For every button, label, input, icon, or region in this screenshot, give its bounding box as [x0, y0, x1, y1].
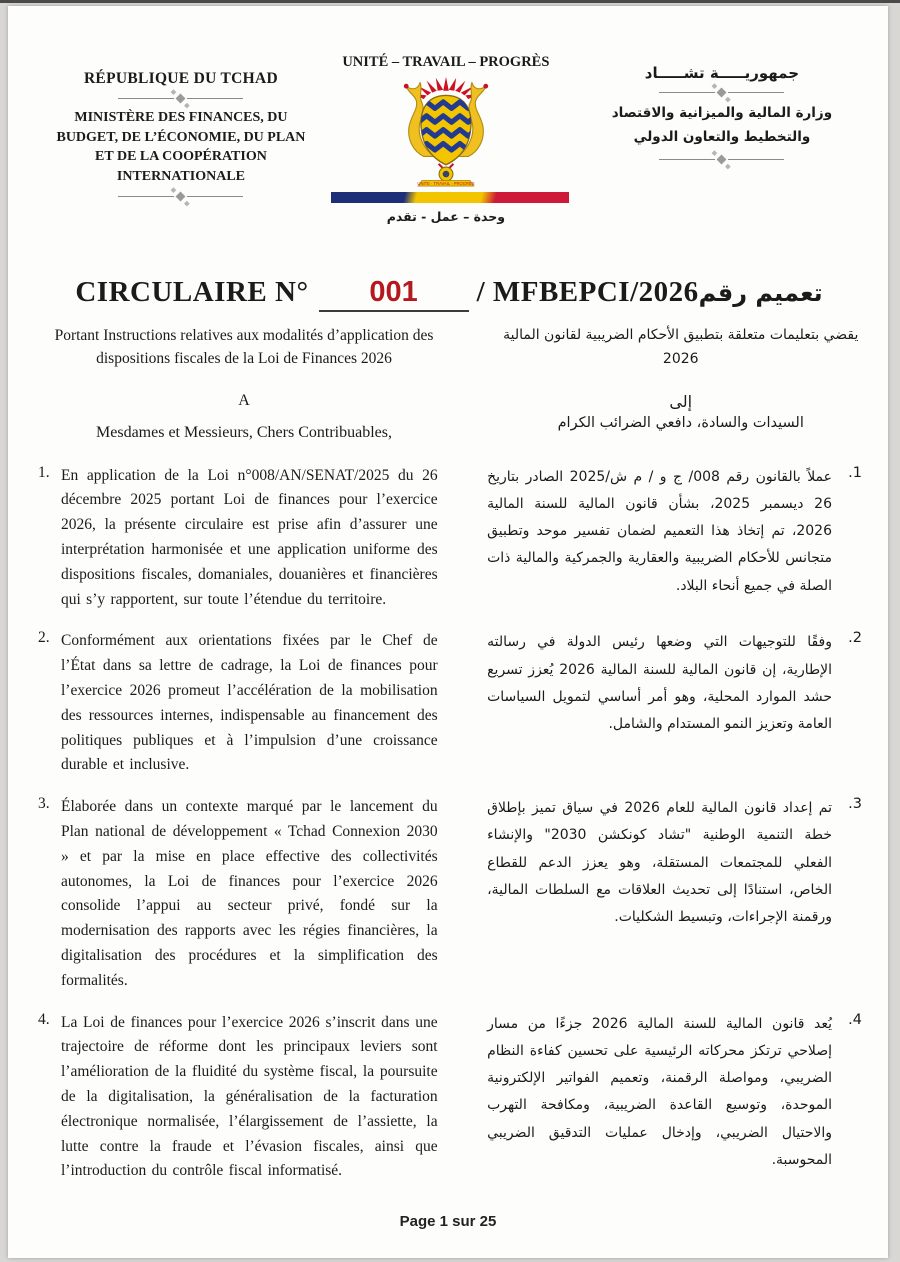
header-center: [331, 54, 562, 224]
circular-title: [38, 276, 862, 312]
motto-french: UNITÉ – TRAVAIL – PROGRÈS: [342, 54, 550, 70]
paragraph-text: La Loi de finances pour l’exercice 2026 s’inscrit dans une trajectoire de réforme dont les principaux leviers sont l’amélioration de la fluidité du système fiscal, la poursuite de la digitalisation, la généralisation de la facturation électronique normalisée, l’élargissement de l’assiette, la lutte contre la fraude et l’évasion fiscales, ainsi que l’introduction du contrôle fiscal informatisé.: [61, 1013, 438, 1180]
addressee-line-arabic: السيدات والسادة، دافعي الضرائب الكرام: [557, 414, 804, 431]
paragraph-text: En application de la Loi n°008/AN/SENAT/2025 du 26 décembre 2025 portant Loi de finances pour l’exercice 2026, la présente circulaire est prise afin d’assurer une interprétation harmonisée et une application uniforme des dispositions fiscales, domaniales, douanières et financières qui s’y rapportent, sur toute l’étendue du territoire.: [61, 466, 438, 608]
paragraph-text: Élaborée dans un contexte marqué par le lancement du Plan national de développement « Tchad Connexion 2030 » et par la mise en place effective des collectivités autonomes, la Loi de finances pour l’exercice 2026 consolide l’appui au secteur privé, fondé sur la modernisation des rapports avec les régies financières, la digitalisation des procédures et la simplification des formalités.: [61, 798, 438, 989]
paragraph-2-arabic: [487, 629, 862, 738]
addressee-to-arabic: إلى: [669, 391, 693, 411]
paragraph-row-1: [38, 464, 862, 613]
paragraph-text: وفقًا للتوجيهات التي وضعها رئيس الدولة في رسالته الإطارية، إن قانون المالية للسنة المالية 2026 يُعزز تسريع حشد الموارد المحلية، وهو أمر أساسي لتمويل السياسات العامة وتعزيز النمو المستدام والشامل.: [487, 634, 832, 733]
paragraph-row-4: [38, 1011, 862, 1185]
ornamental-divider-icon: [582, 89, 862, 96]
paragraph-number: 1.: [38, 463, 50, 481]
scan-edge-line: [0, 0, 900, 3]
paragraph-4-arabic: [487, 1011, 862, 1175]
header-right-arabic: [582, 54, 862, 169]
subtitle-french: Portant Instructions relatives aux modalités d’application des dispositions fiscales de la Loi de Finances 2026: [54, 327, 434, 368]
chad-coat-of-arms-icon: [331, 75, 562, 188]
circular-title-suffix: / MFBEPCI/2026: [476, 276, 699, 308]
paragraph-text: تم إعداد قانون المالية للعام 2026 في سياق تميز بإطلاق خطة التنمية الوطنية "تشاد كونكشن 2030" والإنشاء الفعلي للمجتمعات المستقلة، وهو يعزز الدعم للقطاع الخاص، استنادًا إلى تحديث العلاقات مع السلطات المالية، ورقمنة الإجراءات، وتبسيط الشكليات.: [487, 800, 832, 926]
paragraph-3-french: [38, 795, 438, 993]
republic-title: RÉPUBLIQUE DU TCHAD: [83, 70, 278, 87]
paragraph-text: Conformément aux orientations fixées par le Chef de l’État dans sa lettre de cadrage, la Loi de finances pour l’exercice 2026 promeut l’accélération de la mobilisation des ressources internes, indispensable au financement des politiques publiques et à l’impulsion d’une croissance durable et inclusive.: [61, 632, 438, 774]
paragraph-text: يُعد قانون المالية للسنة المالية 2026 جزءًا من مسار إصلاحي ترتكز محركاته الرئيسية على تحسين كفاءة النظام الضريبي، ومواصلة الرقمنة، وتعميم الفواتير الإلكترونية الموحدة، وتوسيع القاعدة الضريبية، ومكافحة التهرب والاحتيال الضريبي، وإدخال عمليات التدقيق الضريبي المحوسبة.: [487, 1015, 832, 1169]
ministry-title-arabic: وزارة المالية والميزانية والاقتصاد والتخطيط والتعاون الدولي: [611, 105, 833, 145]
paragraph-number: 4.: [848, 1011, 862, 1028]
paragraph-number: 2.: [38, 629, 50, 647]
ministry-title: MINISTÈRE DES FINANCES, DU BUDGET, DE L’ÉCONOMIE, DU PLAN ET DE LA COOPÉRATION INTERNATIONALE: [56, 110, 306, 184]
republic-title-arabic: جمهوريـــــة تشـــــاد: [644, 64, 800, 82]
addressee-to-french: A: [238, 391, 250, 409]
document-body: [38, 464, 862, 1185]
addressee-french: [38, 392, 450, 442]
circular-title-prefix: CIRCULAIRE N°: [75, 276, 309, 308]
page-footer: [8, 1213, 888, 1230]
paragraph-1-arabic: [487, 464, 862, 600]
ornamental-divider-icon: [52, 193, 310, 200]
addressee-row: [38, 392, 862, 442]
circular-title-arabic: تعميم رقم: [698, 279, 823, 307]
paragraph-number: 2.: [848, 630, 862, 647]
paragraph-3-arabic: [487, 795, 862, 931]
paragraph-number: 3.: [848, 796, 862, 813]
header-left-french: [38, 54, 310, 206]
subtitle-row: [38, 324, 862, 372]
paragraph-number: 1.: [848, 464, 862, 481]
subtitle-arabic: يقضي بتعليمات متعلقة بتطبيق الأحكام الضريبية لقانون المالية 2026: [503, 327, 859, 367]
page-number: Page 1 sur 25: [399, 1213, 497, 1230]
paragraph-row-3: [38, 795, 862, 993]
paragraph-4-french: [38, 1011, 438, 1185]
document-page: [8, 6, 888, 1258]
addressee-line-french: Mesdames et Messieurs, Chers Contribuables,: [96, 423, 392, 441]
ornamental-divider-icon: [582, 156, 862, 163]
motto-arabic: وحدة – عمل - تقدم: [386, 209, 506, 224]
document-header: [38, 54, 862, 260]
paragraph-2-french: [38, 629, 438, 778]
ornamental-divider-icon: [52, 95, 310, 102]
paragraph-text: عملاً بالقانون رقم 008/ ج و / م ش/2025 الصادر بتاريخ 26 ديسمبر 2025، بشأن قانون المالية للسنة المالية 2026، تم إتخاذ هذا التعميم لضمان تفسير موحد وتطبيق متجانس للأحكام الضريبية والعقارية والجمركية والمالية ذات الصلة في جميع أنحاء البلاد.: [487, 468, 833, 594]
svg-text:UNITE · TRAVAIL · PROGRES: UNITE · TRAVAIL · PROGRES: [417, 181, 475, 187]
chad-flag-bar-icon: [331, 192, 569, 203]
paragraph-row-2: [38, 629, 862, 778]
paragraph-number: 4.: [38, 1010, 50, 1028]
addressee-arabic: [499, 392, 862, 442]
circular-number: 001: [319, 276, 469, 312]
paragraph-1-french: [38, 464, 438, 613]
paragraph-number: 3.: [38, 795, 50, 813]
